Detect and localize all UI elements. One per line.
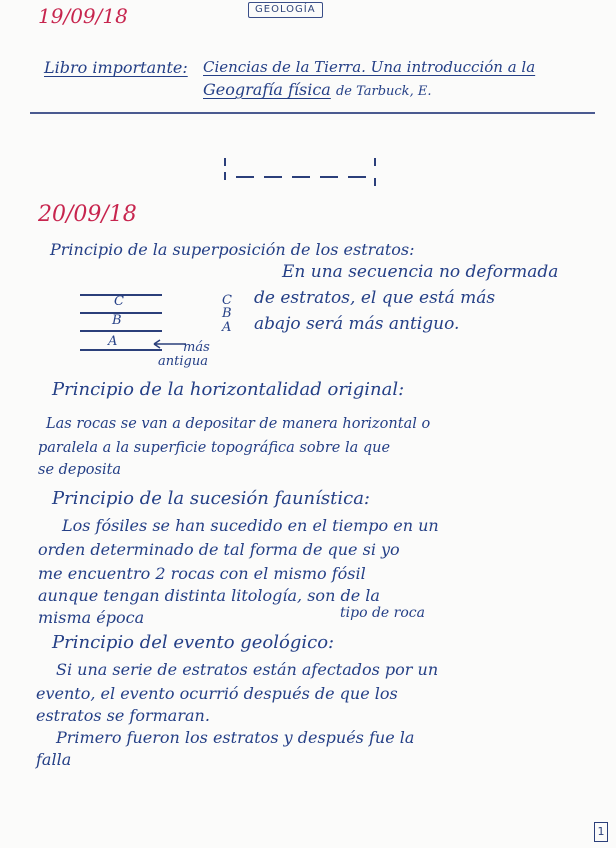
horizontality-line-3: se deposita — [38, 462, 122, 478]
event-line-2: evento, el evento ocurrió después de que los — [36, 684, 398, 703]
right-label-b: B — [222, 306, 232, 321]
horizontality-line-1: Las rocas se van a depositar de manera horizontal o — [46, 416, 431, 432]
faunal-line-1: Los fósiles se han sucedido en el tiempo en un — [62, 516, 439, 535]
faunal-line-2: orden determinado de tal forma de que si yo — [38, 540, 400, 559]
superposition-line-1: En una secuencia no deformada — [282, 262, 559, 282]
divider-line — [30, 112, 595, 114]
arrow-note-1: más — [183, 340, 210, 355]
right-label-c: C — [222, 293, 232, 308]
book-title-line-2-wrap — [203, 80, 431, 99]
book-label — [44, 58, 188, 77]
event-title: Principio del evento geológico: — [52, 632, 335, 653]
book-title-line-2: Geografía física — [203, 80, 331, 99]
superposition-line-2: de estratos, el que está más — [254, 288, 496, 308]
subject-tag: GEOLOGÍA — [248, 2, 323, 18]
book-author-prefix: de Tarbuck, E. — [335, 84, 432, 99]
book-title-line-1: Ciencias de la Tierra. Una introducción a la — [203, 58, 536, 76]
faunal-title: Principio de la sucesión faunística: — [52, 488, 370, 509]
date-header-1: 19/09/18 — [38, 4, 128, 28]
strata-label-a: A — [108, 334, 118, 349]
superposition-title: Principio de la superposición de los estratos: — [50, 240, 415, 259]
page-number: 1 — [594, 822, 608, 842]
arrow-note-2: antigua — [158, 354, 208, 369]
faunal-line-5: misma época — [38, 608, 145, 627]
horizontality-line-2: paralela a la superficie topográfica sobre la que — [38, 440, 391, 456]
event-line-5: falla — [36, 750, 72, 769]
event-line-4: Primero fueron los estratos y después fue la — [56, 728, 415, 747]
faunal-line-3: me encuentro 2 rocas con el mismo fósil — [38, 564, 366, 583]
strata-label-b: B — [112, 313, 122, 328]
faunal-line-4: aunque tengan distinta litología, son de la — [38, 586, 380, 605]
faunal-note: tipo de roca — [340, 605, 425, 621]
right-label-a: A — [222, 320, 232, 335]
horizontality-title: Principio de la horizontalidad original: — [52, 379, 405, 400]
event-line-1: Si una serie de estratos están afectados por un — [56, 660, 439, 679]
date-header-2: 20/09/18 — [38, 202, 137, 227]
strata-label-c: C — [114, 294, 124, 309]
superposition-line-3: abajo será más antiguo. — [254, 314, 460, 334]
book-label-text: Libro importante: — [44, 58, 188, 77]
event-line-3: estratos se formaran. — [36, 706, 210, 725]
